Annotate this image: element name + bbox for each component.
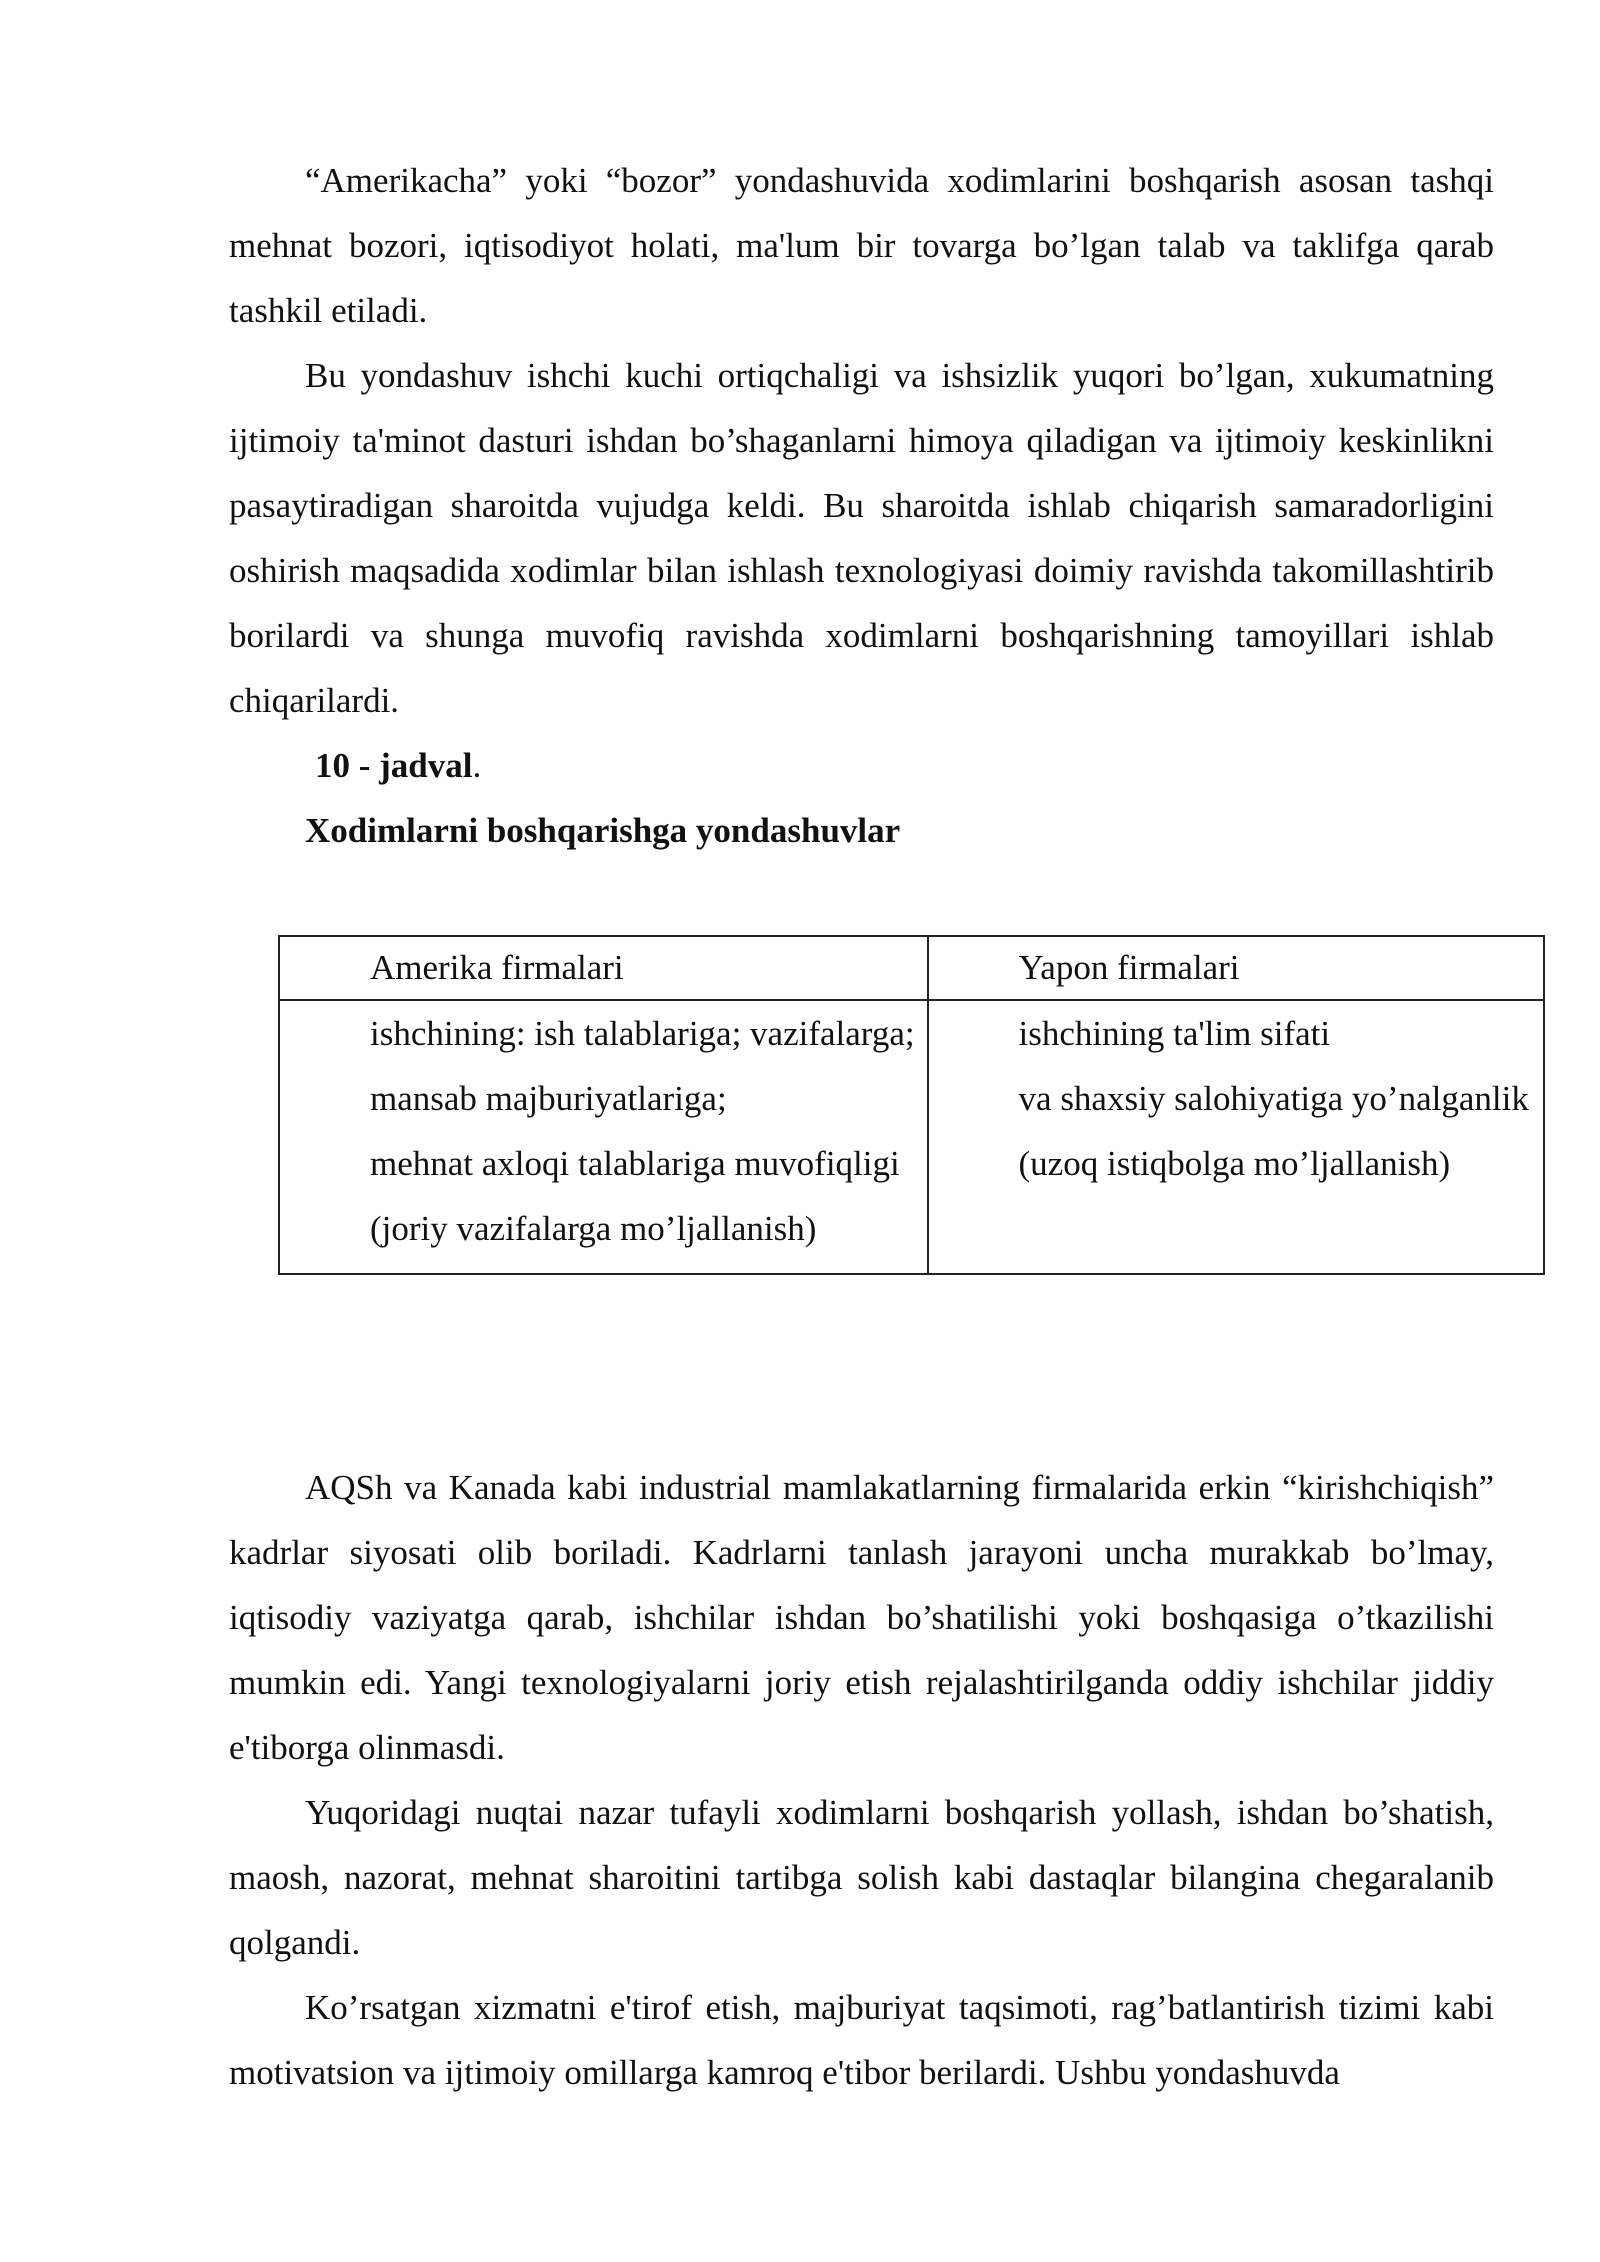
cell-japanese-firms: [928, 1000, 1544, 1274]
japanese-item-orientation: (uzoq istiqbolga mo’ljallanish): [1018, 1144, 1451, 1183]
paragraph-approach-origin: Bu yondashuv ishchi kuchi ortiqchaligi va ishsizlik yuqori bo’lgan, xukumatning ijtimoiy ta'minot dasturi ishdan bo’shaganlarni himoya qiladigan va ijtimoiy keskinlikni pasaytiradigan sharoitda vujudga keldi. Bu sharoitda ishlab chiqarish samaradorligini oshirish maqsadida xodimlar bilan ishlash texnologiyasi doimiy ravishda takomillashtirib borilardi va shunga muvofiq ravishda xodimlarni boshqarishning tamoyillari ishlab chiqarilardi.: [229, 356, 1494, 720]
header-cell-japanese: [928, 936, 1544, 1000]
paragraph-usa-canada: AQSh va Kanada kabi industrial mamlakatlarning firmalarida erkin “kirishchiqish” kadrlar siyosati olib boriladi. Kadrlarni tanlash jarayoni uncha murakkab bo’lmay, iqtisodiy vaziyatga qarab, ishchilar ishdan bo’shatilishi yoki boshqasiga o’tkazilishi mumkin edi. Yangi texnologiyalarni joriy etish rejalashtirilganda oddiy ishchilar jiddiy e'tiborga olinmasdi.: [229, 1468, 1494, 1767]
table-number-text: 10 - jadval: [315, 746, 473, 785]
paragraph-american-approach: “Amerikacha” yoki “bozor” yondashuvida xodimlarini boshqarish asosan tashqi mehnat bozori, iqtisodiyot holati, ma'lum bir tovarga bo’lgan talab va taklifga qarab tashkil etiladi.: [229, 161, 1494, 330]
cell-american-firms: [279, 1000, 928, 1274]
header-japanese-firms: Yapon firmalari: [1018, 948, 1240, 987]
approaches-table: [278, 935, 1545, 1275]
paragraph-motivation: Ko’rsatgan xizmatni e'tirof etish, majburiyat taqsimoti, rag’batlantirish tizimi kabi motivatsion va ijtimoiy omillarga kamroq e'tibor berilardi. Ushbu yondashuvda: [229, 1988, 1494, 2092]
paragraph-management-tools: Yuqoridagi nuqtai nazar tufayli xodimlarni boshqarish yollash, ishdan bo’shatish, maosh, nazorat, mehnat sharoitini tartibga solish kabi dastaqlar bilangina chegaralanib qolgandi.: [229, 1793, 1494, 1962]
table-number-suffix: .: [472, 746, 482, 785]
header-american-firms: Amerika firmalari: [370, 948, 624, 987]
lower-text-block: [229, 1455, 1494, 2105]
american-item-ethics: mehnat axloqi talablariga muvofiqligi: [370, 1144, 900, 1183]
table-number: [229, 733, 1494, 798]
japanese-item-education: ishchining ta'lim sifati: [1018, 1014, 1331, 1053]
american-item-duties: mansab majburiyatlariga;: [370, 1079, 727, 1118]
upper-text-block: [229, 148, 1494, 863]
header-cell-american: [279, 936, 928, 1000]
japanese-item-potential: va shaxsiy salohiyatiga yo’nalganlik: [1018, 1079, 1529, 1118]
table-title: Xodimlarni boshqarishga yondashuvlar: [305, 811, 901, 850]
american-item-requirements: ishchining: ish talablariga; vazifalarga;: [370, 1014, 915, 1053]
table-body-row: [279, 1000, 1544, 1274]
table-header-row: [279, 936, 1544, 1000]
american-item-orientation: (joriy vazifalarga mo’ljallanish): [370, 1209, 817, 1248]
